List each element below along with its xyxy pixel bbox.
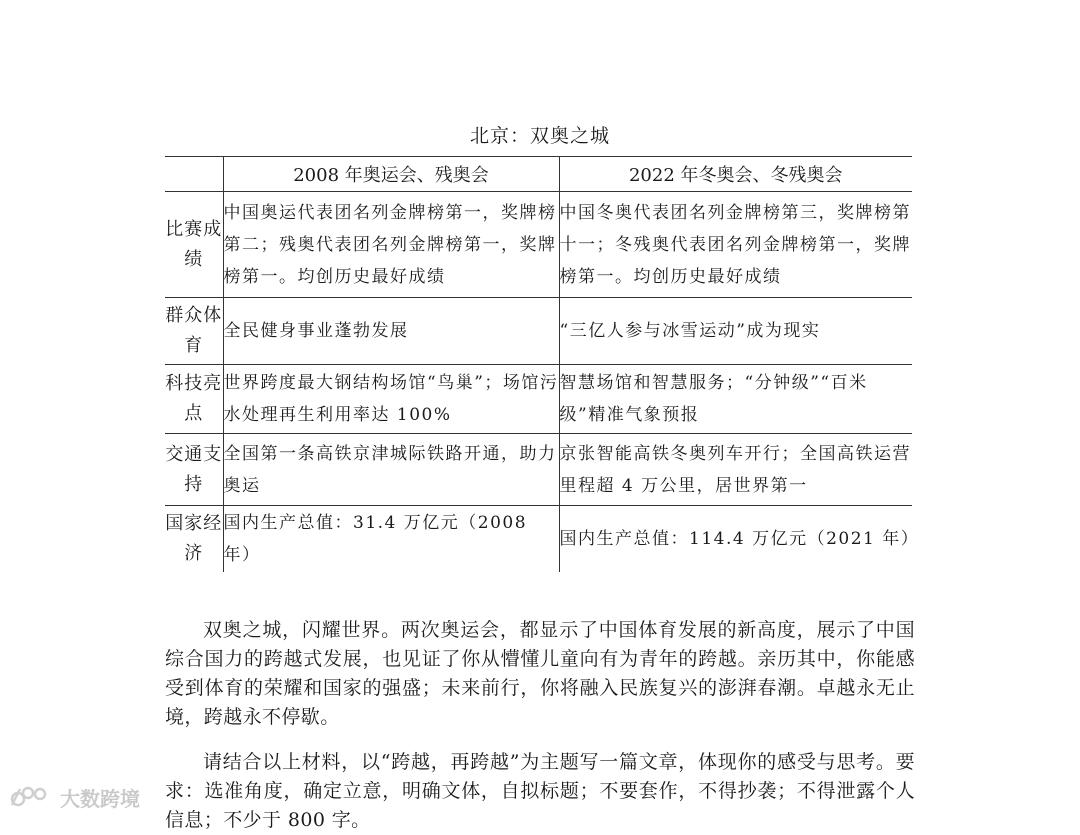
row-label-competition: 比赛成绩: [165, 192, 223, 298]
cell-2008-mass-sports: 全民健身事业蓬勃发展: [223, 298, 559, 365]
table-header-row: [165, 157, 912, 192]
row-label-transport: 交通支持: [165, 434, 223, 506]
brand-logo-icon: [10, 785, 54, 809]
row-label-mass-sports: 群众体育: [165, 298, 223, 365]
cell-2008-technology: 世界跨度最大钢结构场馆“鸟巢”；场馆污水处理再生利用率达 100%: [223, 365, 559, 434]
cell-2022-competition: 中国冬奥代表团名列金牌榜第三，奖牌榜第十一；冬残奥代表团名列金牌榜第一，奖牌榜第一。均创历史最好成绩: [559, 192, 912, 298]
table-header-2022: 2022 年冬奥会、冬残奥会: [559, 157, 912, 192]
cell-2008-economy: 国内生产总值：31.4 万亿元（2008 年）: [223, 506, 559, 572]
prompt-paragraph: 请结合以上材料，以“跨越，再跨越”为主题写一篇文章，体现你的感受与思考。要求：选准角度，确定立意，明确文体，自拟标题；不要套作，不得抄袭；不得泄露个人信息；不少于 800 字。: [165, 751, 915, 831]
cell-2008-competition: 中国奥运代表团名列金牌榜第一，奖牌榜第二；残奥代表团名列金牌榜第一，奖牌榜第一。均创历史最好成绩: [223, 192, 559, 298]
table-row: [165, 298, 912, 365]
material-paragraph: 双奥之城，闪耀世界。两次奥运会，都显示了中国体育发展的新高度，展示了中国综合国力的跨越式发展，也见证了你从懵懂儿童向有为青年的跨越。亲历其中，你能感受到体育的荣耀和国家的强盛；未来前行，你将融入民族复兴的澎湃春潮。卓越永无止境，跨越永不停歇。: [165, 619, 915, 728]
cell-2022-technology: 智慧场馆和智慧服务；“分钟级”“百米级”精准气象预报: [559, 365, 912, 434]
table-row: [165, 192, 912, 298]
table-header-2008: 2008 年奥运会、残奥会: [223, 157, 559, 192]
cell-2008-transport: 全国第一条高铁京津城际铁路开通，助力奥运: [223, 434, 559, 506]
cell-2022-economy: 国内生产总值：114.4 万亿元（2021 年）: [559, 506, 912, 572]
row-label-economy: 国家经济: [165, 506, 223, 572]
document-title: 北京：双奥之城: [469, 125, 610, 147]
table-row: [165, 434, 912, 506]
cell-2022-mass-sports: “三亿人参与冰雪运动”成为现实: [559, 298, 912, 365]
table-header-empty: [165, 157, 223, 192]
watermark: [10, 784, 140, 810]
row-label-technology: 科技亮点: [165, 365, 223, 434]
comparison-table: [165, 156, 920, 572]
cell-2022-transport: 京张智能高铁冬奥列车开行；全国高铁运营里程超 4 万公里，居世界第一: [559, 434, 912, 506]
watermark-text: 大数跨境: [60, 786, 140, 811]
table-row: [165, 506, 912, 572]
table-row: [165, 365, 912, 434]
